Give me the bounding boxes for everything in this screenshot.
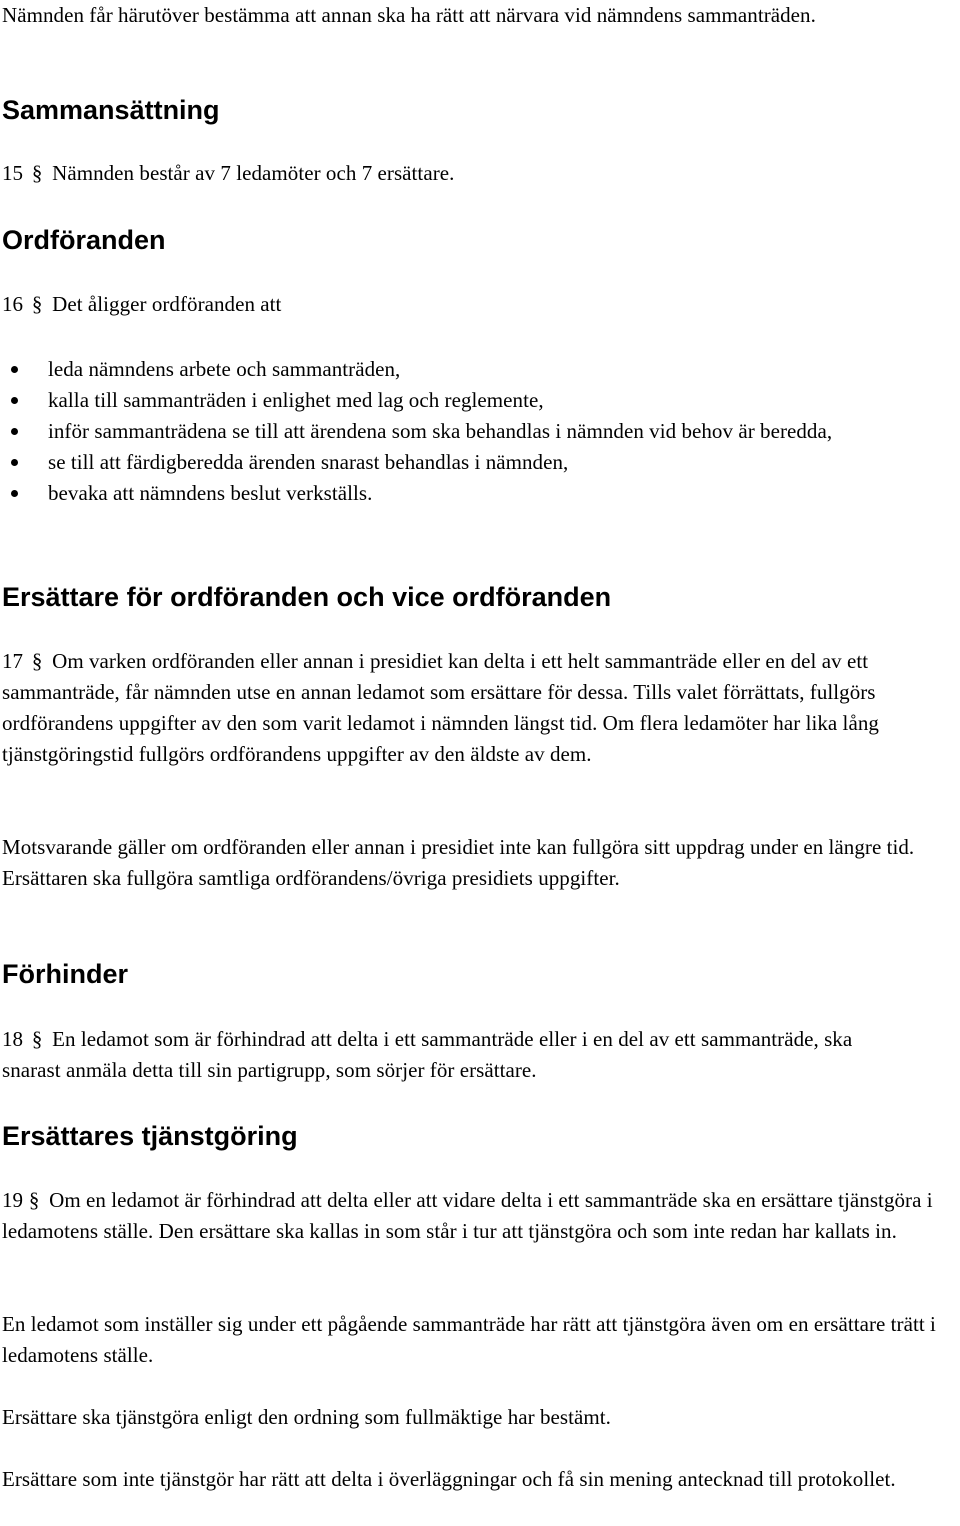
heading-sammansattning: Sammansättning (2, 95, 220, 125)
paragraph-19 (2, 1185, 958, 1247)
section-symbol: § (31, 161, 43, 185)
list-item-text: bevaka att nämndens beslut verkställs. (48, 481, 373, 505)
list-item (2, 354, 958, 385)
paragraph-number: 18 (2, 1027, 24, 1051)
paragraph-number: 15 (2, 161, 24, 185)
heading-forhinder: Förhinder (2, 959, 128, 989)
list-item (2, 416, 958, 447)
paragraph-17 (2, 646, 960, 770)
bullet-icon (11, 428, 18, 435)
paragraph-number: 17 (2, 649, 24, 673)
bullet-icon (11, 490, 18, 497)
list-item-text: se till att färdigberedda ärenden snarast behandlas i nämnden, (48, 450, 569, 474)
intro-paragraph: Nämnden får härutöver bestämma att annan ska ha rätt att närvara vid nämndens sammanträden. (2, 3, 816, 27)
paragraph-17-continued: Motsvarande gäller om ordföranden eller annan i presidiet inte kan fullgöra sitt uppdrag under en längre tid. Ersättaren ska fullgöra samtliga ordförandens/övriga presidiets uppgifter. (2, 835, 915, 890)
bullet-icon (11, 397, 18, 404)
paragraph-text: En ledamot som är förhindrad att delta i ett sammanträde eller i en del av ett sammanträde, ska snarast anmäla detta till sin partigrupp, som sörjer för ersättare. (2, 1027, 853, 1082)
section-symbol: § (31, 292, 43, 316)
duties-list (2, 354, 958, 509)
list-item (2, 447, 958, 478)
section-symbol: § (31, 1027, 43, 1051)
paragraph-16 (2, 289, 958, 320)
heading-ordforanden: Ordföranden (2, 225, 166, 255)
heading-ersattare-ordforanden: Ersättare för ordföranden och vice ordföranden (2, 582, 612, 612)
paragraph-19-third: Ersättare ska tjänstgöra enligt den ordning som fullmäktige har bestämt. (2, 1405, 611, 1429)
paragraph-number: 16 (2, 292, 24, 316)
heading-tjanstgoring: Ersättares tjänstgöring (2, 1121, 298, 1151)
paragraph-15 (2, 158, 958, 189)
list-item-text: kalla till sammanträden i enlighet med lag och reglemente, (48, 388, 544, 412)
paragraph-text: Nämnden består av 7 ledamöter och 7 ersättare. (52, 161, 455, 185)
list-item-text: leda nämndens arbete och sammanträden, (48, 357, 401, 381)
paragraph-text: Det åligger ordföranden att (52, 292, 282, 316)
section-symbol: § (31, 649, 43, 673)
paragraph-text: Om varken ordföranden eller annan i presidiet kan delta i ett helt sammanträde eller en del av ett sammanträde, får nämnden utse en annan ledamot som ersättare för dessa. Tills valet förrättats, fullgörs ordförandens uppgifter av den som varit ledamot i nämnden längst tid. Om flera ledamöter har lika lång tjänstgöringstid fullgörs ordförandens uppgifter av den äldste av dem. (2, 649, 879, 766)
bullet-icon (11, 366, 18, 373)
paragraph-18 (2, 1024, 902, 1086)
paragraph-text: Om en ledamot är förhindrad att delta eller att vidare delta i ett sammanträde ska en ersättare tjänstgöra i ledamotens ställe. Den ersättare ska kallas in som står i tur att tjänstgöra och som inte redan har kallats in. (2, 1188, 933, 1243)
section-symbol: § (28, 1188, 40, 1212)
paragraph-19-fourth: Ersättare som inte tjänstgör har rätt att delta i överläggningar och få sin mening antecknad till protokollet. (2, 1467, 896, 1491)
bullet-icon (11, 459, 18, 466)
paragraph-19-second: En ledamot som inställer sig under ett pågående sammanträde har rätt att tjänstgöra även om en ersättare trätt i ledamotens ställe. (2, 1312, 936, 1367)
list-item (2, 385, 958, 416)
list-item-text: inför sammanträdena se till att ärendena som ska behandlas i nämnden vid behov är beredda, (48, 419, 833, 443)
list-item (2, 478, 958, 509)
paragraph-number: 19 (2, 1188, 24, 1212)
